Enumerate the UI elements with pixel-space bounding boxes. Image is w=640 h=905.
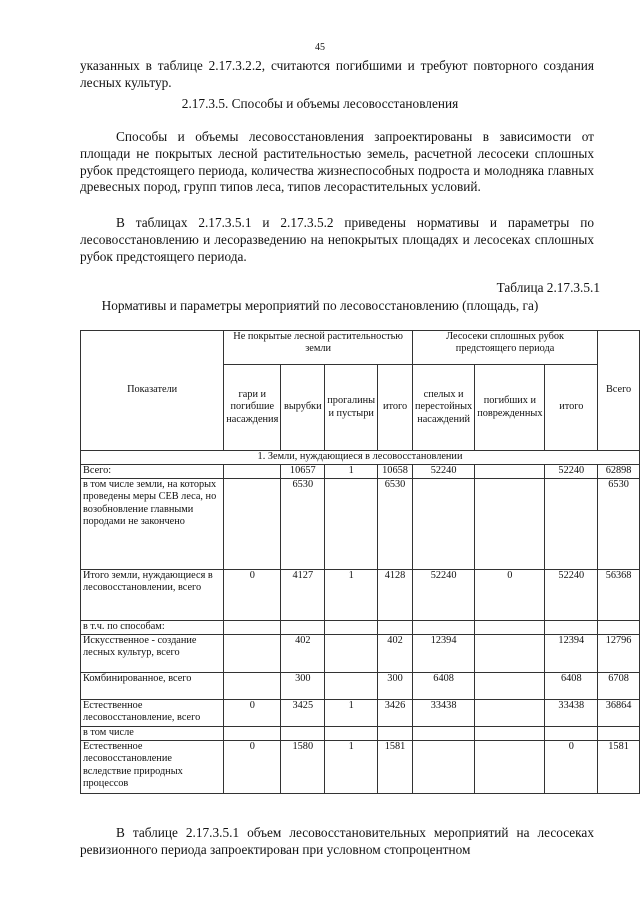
row-label: Всего: xyxy=(81,465,224,479)
table-cell: 0 xyxy=(475,570,545,621)
table-cell: 33438 xyxy=(412,700,474,727)
table-title: Нормативы и параметры мероприятий по лесовосстановлению (площадь, га) xyxy=(101,298,539,313)
table-cell: 6530 xyxy=(281,479,325,570)
row-label: в т.ч. по способам: xyxy=(81,621,224,635)
table-number: Таблица 2.17.3.5.1 xyxy=(496,280,600,295)
table-cell: 10658 xyxy=(378,465,413,479)
bottom-paragraph: В таблице 2.17.3.5.1 объем лесовосстановительных мероприятий на лесосеках ревизионного периода запроектирован при условном стопроцентном xyxy=(80,825,594,857)
table-cell: 6530 xyxy=(598,479,640,570)
table-cell: 300 xyxy=(378,673,413,700)
header-total-1: итого xyxy=(378,365,413,451)
table-row xyxy=(81,673,640,700)
table-cell xyxy=(224,727,281,741)
table-cell xyxy=(475,741,545,794)
table-cell xyxy=(325,621,378,635)
row-label: Искусственное - создание лесных культур, всего xyxy=(81,635,224,673)
table-cell: 0 xyxy=(224,570,281,621)
table-cell: 6408 xyxy=(412,673,474,700)
table-cell: 1580 xyxy=(281,741,325,794)
table-cell: 52240 xyxy=(412,570,474,621)
paragraph-2: В таблицах 2.17.3.5.1 и 2.17.3.5.2 приведены нормативы и параметры по лесовосстановлению и лесоразведению на непокрытых площадях и лесосеках сплошных рубок предстоящего периода. xyxy=(80,215,594,264)
table-cell: 402 xyxy=(281,635,325,673)
header-glades: прогалины и пустыри xyxy=(325,365,378,451)
table-cell: 0 xyxy=(224,700,281,727)
table-cell: 52240 xyxy=(412,465,474,479)
table-cell xyxy=(412,741,474,794)
table-row xyxy=(81,741,640,794)
table-cell: 4128 xyxy=(378,570,413,621)
table-row xyxy=(81,570,640,621)
table-cell: 6530 xyxy=(378,479,413,570)
header-all: Всего xyxy=(598,331,640,451)
table-cell xyxy=(325,635,378,673)
table-cell xyxy=(545,479,598,570)
row-label: Естественное лесовосстановление вследствие природных процессов xyxy=(81,741,224,794)
table-cell: 0 xyxy=(545,741,598,794)
table-row xyxy=(81,635,640,673)
table-cell: 4127 xyxy=(281,570,325,621)
table-cell xyxy=(412,727,474,741)
table-cell xyxy=(475,621,545,635)
table-row xyxy=(81,465,640,479)
table-cell xyxy=(545,727,598,741)
header-clearings: вырубки xyxy=(281,365,325,451)
header-group-clearcut-areas: Лесосеки сплошных рубок предстоящего периода xyxy=(412,331,597,365)
table-row xyxy=(81,700,640,727)
table-cell xyxy=(224,479,281,570)
table-row xyxy=(81,621,640,635)
table-cell xyxy=(545,621,598,635)
table-cell: 33438 xyxy=(545,700,598,727)
table-cell: 12394 xyxy=(412,635,474,673)
table-cell: 52240 xyxy=(545,465,598,479)
table-row xyxy=(81,727,640,741)
table-row xyxy=(81,479,640,570)
header-mature: спелых и перестойных насаждений xyxy=(412,365,474,451)
row-label: Комбинированное, всего xyxy=(81,673,224,700)
header-burns: гари и погибшие насаждения xyxy=(224,365,281,451)
table-cell xyxy=(475,700,545,727)
table-cell: 3425 xyxy=(281,700,325,727)
table-cell xyxy=(475,673,545,700)
table-cell xyxy=(475,465,545,479)
table-cell: 1 xyxy=(325,700,378,727)
table-cell xyxy=(475,635,545,673)
table-cell: 6708 xyxy=(598,673,640,700)
row-label: Итого земли, нуждающиеся в лесовосстановлении, всего xyxy=(81,570,224,621)
forest-restoration-table xyxy=(80,330,640,794)
table-cell: 12796 xyxy=(598,635,640,673)
table-cell xyxy=(325,479,378,570)
header-total-2: итого xyxy=(545,365,598,451)
page-number: 45 xyxy=(315,42,325,53)
table-cell: 56368 xyxy=(598,570,640,621)
table-cell xyxy=(224,465,281,479)
table-cell xyxy=(412,621,474,635)
table-cell xyxy=(224,673,281,700)
table-cell xyxy=(412,479,474,570)
table-cell: 1 xyxy=(325,741,378,794)
row-label: Естественное лесовосстановление, всего xyxy=(81,700,224,727)
section-row: 1. Земли, нуждающиеся в лесовосстановлении xyxy=(81,451,640,465)
table-cell: 1581 xyxy=(598,741,640,794)
top-paragraph: указанных в таблице 2.17.3.2.2, считаются погибшими и требуют повторного создания лесных культур. xyxy=(80,58,594,90)
header-indicators: Показатели xyxy=(81,331,224,451)
table-cell: 62898 xyxy=(598,465,640,479)
table-cell: 3426 xyxy=(378,700,413,727)
table-cell: 1581 xyxy=(378,741,413,794)
table-cell: 52240 xyxy=(545,570,598,621)
section-heading: 2.17.3.5. Способы и объемы лесовосстановления xyxy=(181,96,459,111)
row-label: в том числе земли, на которых проведены меры СЕВ леса, но возобновление главными породами не закончено xyxy=(81,479,224,570)
header-group-uncovered-lands: Не покрытые лесной растительностью земли xyxy=(224,331,413,365)
table-cell: 300 xyxy=(281,673,325,700)
table-cell xyxy=(475,727,545,741)
header-dead: погибших и поврежденных xyxy=(475,365,545,451)
table-cell: 402 xyxy=(378,635,413,673)
table-cell: 36864 xyxy=(598,700,640,727)
table-cell xyxy=(378,727,413,741)
table-cell xyxy=(224,635,281,673)
table-cell: 6408 xyxy=(545,673,598,700)
table-cell: 0 xyxy=(224,741,281,794)
table-cell xyxy=(475,479,545,570)
table-cell: 1 xyxy=(325,570,378,621)
table-cell xyxy=(325,727,378,741)
table-cell: 10657 xyxy=(281,465,325,479)
table-cell xyxy=(598,621,640,635)
table-cell xyxy=(281,621,325,635)
table-cell xyxy=(281,727,325,741)
table-cell xyxy=(378,621,413,635)
table-cell xyxy=(224,621,281,635)
table-cell xyxy=(598,727,640,741)
table-cell xyxy=(325,673,378,700)
row-label: в том числе xyxy=(81,727,224,741)
table-cell: 1 xyxy=(325,465,378,479)
table-cell: 12394 xyxy=(545,635,598,673)
paragraph-1: Способы и объемы лесовосстановления запроектированы в зависимости от площади не покрытых лесной растительностью земель, расчетной лесосеки сплошных рубок предстоящего периода, количества жизнеспособных подроста и молодняка главных древесных пород, групп типов леса, типов лесорастительных условий. xyxy=(80,129,594,195)
